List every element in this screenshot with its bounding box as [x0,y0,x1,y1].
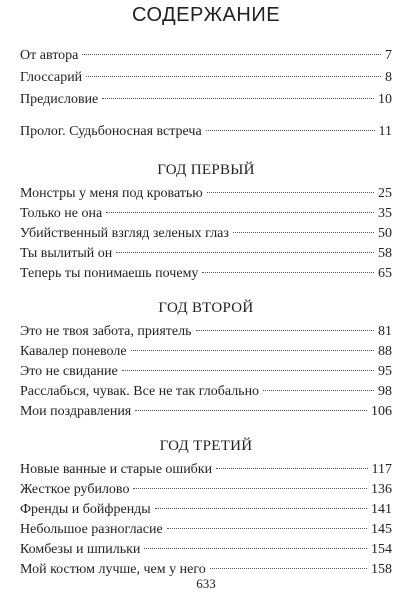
dot-leader [102,98,374,99]
dot-leader [116,252,374,253]
toc-entry [20,90,392,110]
toc-entry-title: Это не свидание [20,364,118,379]
toc-entry [20,122,392,142]
toc-entry-page: 154 [371,542,392,557]
toc-entry-page: 35 [378,206,392,221]
dot-leader [216,468,367,469]
page-number: 633 [196,576,216,591]
toc-entry-page: 7 [385,48,392,63]
toc-entry-page: 117 [371,462,392,477]
toc-entry [20,402,392,422]
dot-leader [196,330,375,331]
toc-entry-page: 136 [371,482,392,497]
toc-entry [20,480,392,500]
dot-leader [207,192,374,193]
toc-entry-title: Монстры у меня под кроватью [20,186,203,201]
toc-entry-page: 145 [371,522,392,537]
toc-entry-title: Предисловие [20,92,99,107]
toc-entry [20,500,392,520]
toc-entry-page: 11 [378,124,392,139]
page-title: СОДЕРЖАНИЕ [131,4,281,26]
toc-entry [20,46,392,66]
toc-entry-page: 81 [378,324,392,339]
toc-entry [20,362,392,382]
toc-entry-page: 158 [371,562,392,577]
toc-entry-page: 10 [378,92,392,107]
toc-entry-title: Теперь ты понимаешь почему [20,266,199,281]
toc-entry [20,322,392,342]
dot-leader [155,508,367,509]
toc-entry [20,460,392,480]
toc-entry-title: Жесткое рубилово [20,482,130,497]
toc-entry [20,224,392,244]
toc-entry-title: Френды и бойфренды [20,502,151,517]
toc-entry [20,204,392,224]
toc-entry [20,520,392,540]
toc-entry-page: 25 [378,186,392,201]
toc-entry-page: 88 [378,344,392,359]
dot-leader [233,232,374,233]
toc-entry [20,540,392,560]
toc-entry-title: Комбезы и шпильки [20,542,141,557]
toc-entry-title: Кавалер поневоле [20,344,127,359]
section-heading: ГОД ПЕРВЫЙ [157,162,255,178]
toc-entry-page: 58 [378,246,392,261]
dot-leader [167,528,367,529]
toc-entry-title: Убийственный взгляд зеленых глаз [20,226,229,241]
section-heading: ГОД ВТОРОЙ [158,300,254,316]
toc-entry-title: Ты вылитый он [20,246,113,261]
toc-entry-page: 65 [378,266,392,281]
toc-entry-title: Только не она [20,206,103,221]
dot-leader [86,76,381,77]
dot-leader [263,390,374,391]
toc-entry-page: 141 [371,502,392,517]
toc-entry [20,68,392,88]
toc-entry-title: Небольшое разногласие [20,522,163,537]
toc-entry-title: Глоссарий [20,70,83,85]
dot-leader [206,130,375,131]
toc-entry-title: От автора [20,48,79,63]
toc-entry-title: Это не твоя забота, приятель [20,324,192,339]
dot-leader [82,54,381,55]
toc-entry-page: 8 [385,70,392,85]
toc-entry [20,382,392,402]
toc-entry-title: Пролог. Судьбоносная встреча [20,124,202,139]
toc-entry-page: 106 [371,404,392,419]
dot-leader [135,410,367,411]
toc-entry [20,184,392,204]
dot-leader [106,212,374,213]
dot-leader [144,548,367,549]
dot-leader [122,370,374,371]
toc-entry-page: 98 [378,384,392,399]
toc-entry-title: Мой костюм лучше, чем у него [20,562,206,577]
dot-leader [133,488,367,489]
section-heading: ГОД ТРЕТИЙ [159,438,253,454]
toc-entry-page: 95 [378,364,392,379]
toc-entry-page: 50 [378,226,392,241]
dot-leader [202,272,374,273]
dot-leader [210,568,367,569]
dot-leader [131,350,374,351]
toc-entry [20,342,392,362]
toc-entry [20,244,392,264]
toc-entry-title: Мои поздравления [20,404,132,419]
toc-entry-title: Расслабься, чувак. Все не так глобально [20,384,260,399]
toc-entry [20,264,392,284]
toc-entry-title: Новые ванные и старые ошибки [20,462,213,477]
